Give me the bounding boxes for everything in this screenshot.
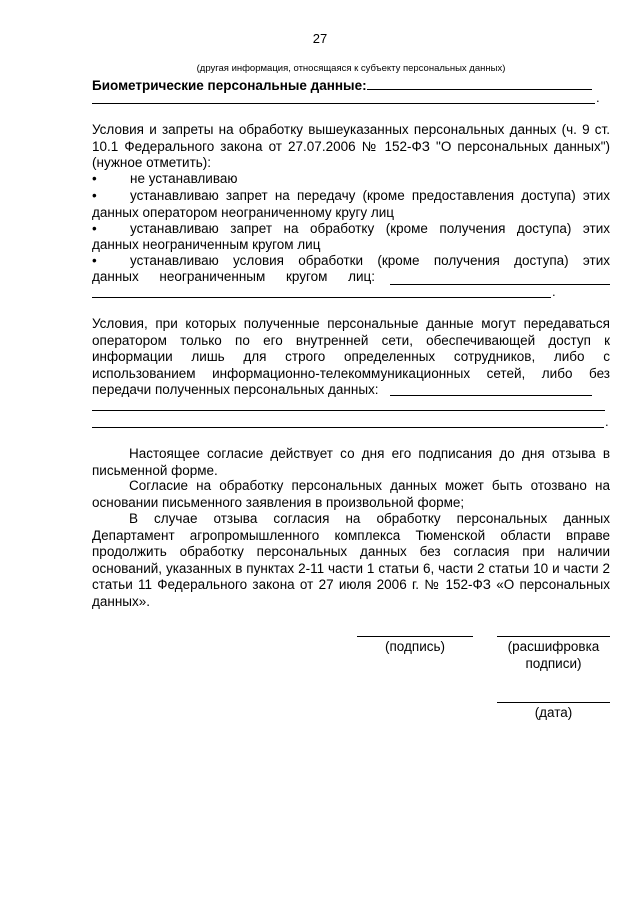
processing-conditions-blank-line-2 (92, 297, 551, 298)
option-processing-ban (92, 221, 610, 238)
transfer-conditions-end-period: . (605, 414, 609, 429)
signature-decoding-line (497, 636, 610, 637)
option-text: устанавливаю запрет на обработку (кроме получения доступа) этих (130, 221, 610, 236)
biometric-data-blank-line-2 (92, 103, 595, 104)
biometric-data-label: Биометрические персональные данные: (92, 78, 367, 93)
option-processing-conditions (92, 253, 610, 270)
bullet-mark: • (92, 188, 97, 203)
date-line (497, 702, 610, 703)
revocation-effect-paragraph: В случае отзыва согласия на обработку персональных данных Департамент агропромышленного комплекса Тюменской области вправе продолжить обработку персональных данных без согласия при наличии оснований, указанных в пунктах 2-11 части 1 статьи 6, части 2 статьи 10 и части 2 статьи 11 Федерального закона от 27 июля 2006 г. № 152-ФЗ «О персональных данных». (92, 511, 610, 609)
page-number: 27 (312, 31, 328, 46)
processing-conditions-end-period: . (552, 284, 556, 299)
option-text-continuation: данных оператором неограниченному кругу лиц (92, 205, 395, 220)
date-label: (дата) (534, 705, 573, 720)
bullet-mark: • (92, 171, 97, 186)
bullet-mark: • (92, 221, 97, 236)
transfer-conditions: Условия, при которых полученные персональные данные могут передаваться оператором только по его внутренней сети, обеспечивающей доступ к информации лишь для строго определенных сотрудников, либо с использованием информационно-телекоммуникационных сетей, либо без передачи полученных персональных данных: (92, 316, 610, 397)
processing-conditions-blank (390, 284, 610, 285)
other-info-caption: (другая информация, относящаяся к субъекту персональных данных) (196, 63, 506, 74)
option-text-continuation: данных неограниченным кругом лиц: (92, 269, 375, 284)
option-text: устанавливаю условия обработки (кроме получения доступа) этих (130, 253, 610, 268)
option-no-conditions (92, 171, 610, 188)
bullet-mark: • (92, 253, 97, 268)
signature-decoding-label: (расшифровка подписи) (507, 639, 600, 671)
option-text-continuation: данных неограниченным кругом лиц (92, 237, 321, 252)
transfer-conditions-blank-line-2 (92, 410, 605, 411)
signature-label: (подпись) (384, 639, 446, 654)
consent-validity-paragraph: Настоящее согласие действует со дня его подписания до дня отзыва в письменной форме. (92, 446, 610, 478)
signature-line (357, 636, 473, 637)
option-transfer-ban (92, 188, 610, 205)
biometric-line-end-period: . (596, 90, 600, 105)
option-text: устанавливаю запрет на передачу (кроме предоставления доступа) этих (130, 188, 610, 203)
conditions-intro: Условия и запреты на обработку вышеуказанных персональных данных (ч. 9 ст. 10.1 Федерального закона от 27.07.2006 № 152-ФЗ "О персональных данных") (нужное отметить): (92, 122, 610, 170)
consent-revocation-paragraph: Согласие на обработку персональных данных может быть отозвано на основании письменного заявления в произвольной форме; (92, 478, 610, 510)
transfer-conditions-blank (390, 395, 592, 396)
transfer-conditions-blank-line-3 (92, 427, 604, 428)
option-text: не устанавливаю (130, 171, 238, 186)
biometric-data-field (92, 75, 610, 93)
biometric-data-blank (367, 75, 592, 90)
